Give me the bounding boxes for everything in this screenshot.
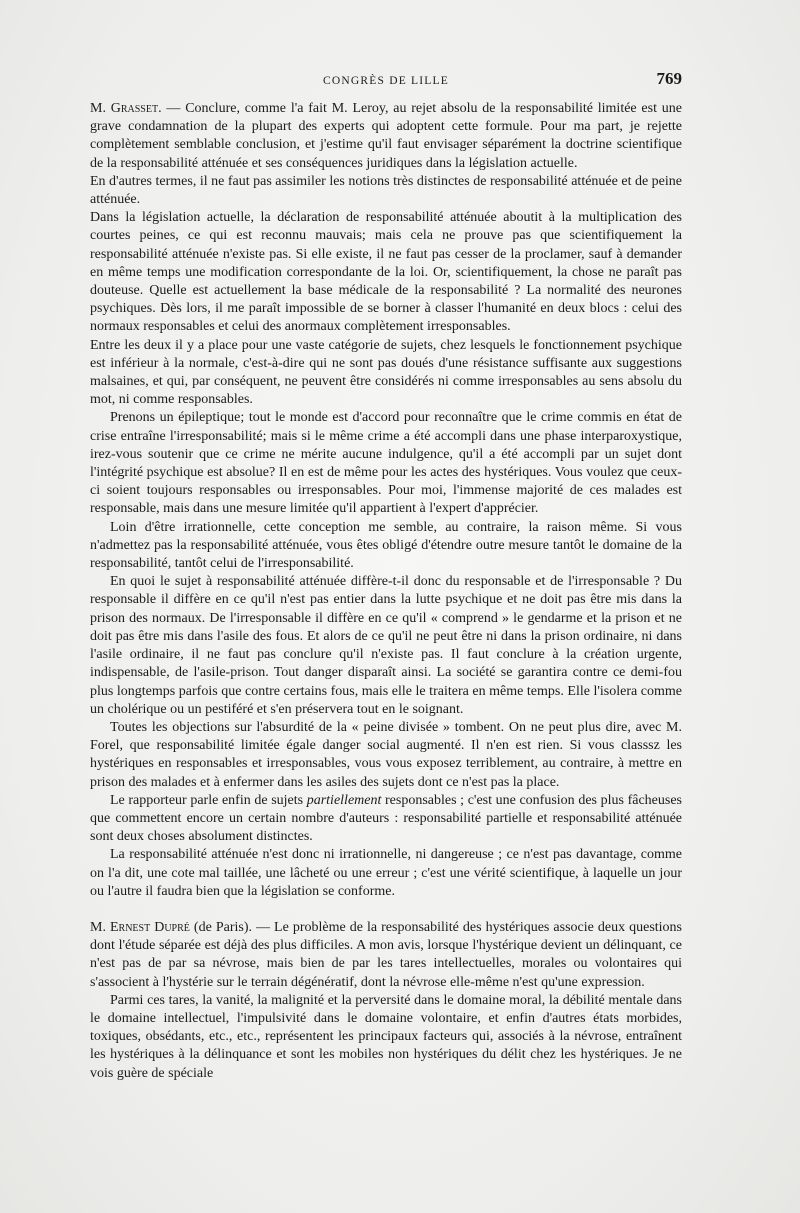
running-title: CONGRÈS DE LILLE — [323, 75, 449, 87]
paragraph: Parmi ces tares, la vanité, la malignité et la perversité dans le domaine moral, la débilité mentale dans le domaine intellectuel, l'impulsivité dans le domaine volontaire, et enfin d'autres états morbides, toxiques, obsédants, etc., etc., représentent les principaux facteurs qui, associés à la névrose, entraînent les hystériques à la délinquance et sont les mobiles non hystériques du délit chez les hystériques. Je ne vois guère de spéciale — [90, 992, 682, 1081]
paragraph-rapporteur — [90, 792, 682, 847]
paragraph: Entre les deux il y a place pour une vaste catégorie de sujets, chez lesquels le fonctionnement psychique est inférieur à la normale, c'est-à-dire qui ne sont pas doués d'une résistance suffisante aux suggestions malsaines, et qui, par conséquent, ne peuvent être considérés ni comme irresponsables au sens absolu du mot, ni comme responsables. — [90, 337, 682, 408]
speaker-name: M. Grasset. — [90, 101, 162, 116]
paragraph-text: responsables ; c'est une confusion des plus fâcheuses que commettent encore un certain nombre d'auteurs : responsabilité partielle et responsabilité atténuée sont deux choses absolument distinctes. — [90, 792, 682, 845]
paragraph-text: (de Paris). — Le problème de la responsabilité des hystériques associe deux questions dont l'étude séparée est déjà des plus difficiles. A mon avis, lorsque l'hystérique devient un délinquant, ce n'est pas de par sa névrose, mais bien de par les tares intellectuelles, morales ou volontaires qui s'associent à l'hystérie sur le terrain dégénératif, dont la névrose elle-même n'est qu'une expression. — [90, 919, 682, 990]
emphasis-text: partiellement — [306, 792, 382, 808]
paragraph-dupre-intro — [90, 919, 682, 992]
page-body — [90, 100, 682, 1083]
paragraph: Toutes les objections sur l'absurdité de la « peine divisée » tombent. On ne peut plus dire, avec M. Forel, que responsabilité limitée égale danger social augmenté. Il n'en est rien. Si vous classsz les hystériques en responsables et irresponsables, vous vous exposez terriblement, au contraire, à mettre en prison des malades et à enfermer dans les asiles des sujets dont ce n'est pas la place. — [90, 719, 682, 790]
paragraph: Prenons un épileptique; tout le monde est d'accord pour reconnaître que le crime commis en état de crise entraîne l'irresponsabilité; mais si le même crime a été accompli dans une phase interparoxystique, irez-vous soutenir que ce crime ne mérite aucune indulgence, qu'il a été accompli par un sujet dont l'intégrité psychique est absolue? Il en est de même pour les actes des hystériques. Vous voulez que ceux-ci soient toujours responsables ou irresponsables. Pour moi, l'immense majorité de ces malades est responsable, mais dans une mesure limitée qu'il appartient à l'expert d'apprécier. — [90, 410, 682, 517]
paragraph: Dans la législation actuelle, la déclaration de responsabilité atténuée aboutit à la multiplication des courtes peines, ce qui est reconnu mauvais; mais cela ne prouve pas que scientifiquement la responsabilité atténuée n'existe pas. Si elle existe, il ne faut pas cesser de la proclamer, sauf à demander en même temps une modification correspondante de la loi. Or, scientifiquement, la chose ne paraît pas douteuse. Quelle est actuellement la base médicale de la responsabilité ? La normalité des neurones psychiques. Dès lors, il me paraît impossible de se borner à classer l'humanité en deux blocs : celui des normaux responsables et celui des anormaux complètement irresponsables. — [90, 210, 682, 335]
paragraph-grasset-intro — [90, 100, 682, 173]
paragraph-text: — Conclure, comme l'a fait M. Leroy, au rejet absolu de la responsabilité limitée est une grave condamnation de la plupart des experts qui adoptent cette formule. Pour ma part, je rejette complètement semblable conclusion, et j'estime qu'il faut envisager séparément la doctrine scientifique de la responsabilité atténuée et ses conséquences juridiques dans la législation actuelle. — [90, 101, 682, 171]
page-header — [90, 69, 682, 93]
paragraph: Loin d'être irrationnelle, cette conception me semble, au contraire, la raison même. Si vous n'admettez pas la responsabilité atténuée, vous êtes obligé d'étendre outre mesure tantôt le domaine de la responsabilité, tantôt celui de l'irresponsabilité. — [90, 519, 682, 572]
page-number: 769 — [656, 69, 682, 88]
paragraph: La responsabilité atténuée n'est donc ni irrationnelle, ni dangereuse ; ce n'est pas davantage, comme on l'a dit, une cote mal taillée, une lâcheté ou une erreur ; c'est une vérité scientifique, à laquelle un jour ou l'autre il faudra bien que la législation se conforme. — [90, 847, 682, 899]
paragraph-text: Le rapporteur parle enfin de sujets — [110, 792, 307, 808]
paragraph: En d'autres termes, il ne faut pas assimiler les notions très distinctes de responsabilité atténuée et de peine atténuée. — [90, 173, 682, 208]
paragraph: En quoi le sujet à responsabilité atténuée diffère-t-il donc du responsable et de l'irresponsable ? Du responsable il diffère en ce qu'il n'est pas entier dans la lutte psychique et ne doit pas être mis dans la prison des normaux. De l'irresponsable il diffère en ce qu'il « comprend » le gendarme et la prison et ne doit pas être mis dans l'asile des fous. Et alors de ce qu'il ne peut être ni dans la prison ordinaire, ni dans l'asile ordinaire, il ne faut pas conclure qu'il n'existe pas. Il faut conclure à la création urgente, indispensable, de l'asile-prison. Tout danger disparaît ainsi. La société se garantira contre ce demi-fou plus longtemps parfois que contre certains fous, mais elle le traitera en même temps. Elle l'isolera comme un cholérique ou un pestiféré et s'en préservera tout en le soignant. — [90, 574, 682, 717]
speaker-name: M. Ernest Dupré — [90, 919, 190, 935]
